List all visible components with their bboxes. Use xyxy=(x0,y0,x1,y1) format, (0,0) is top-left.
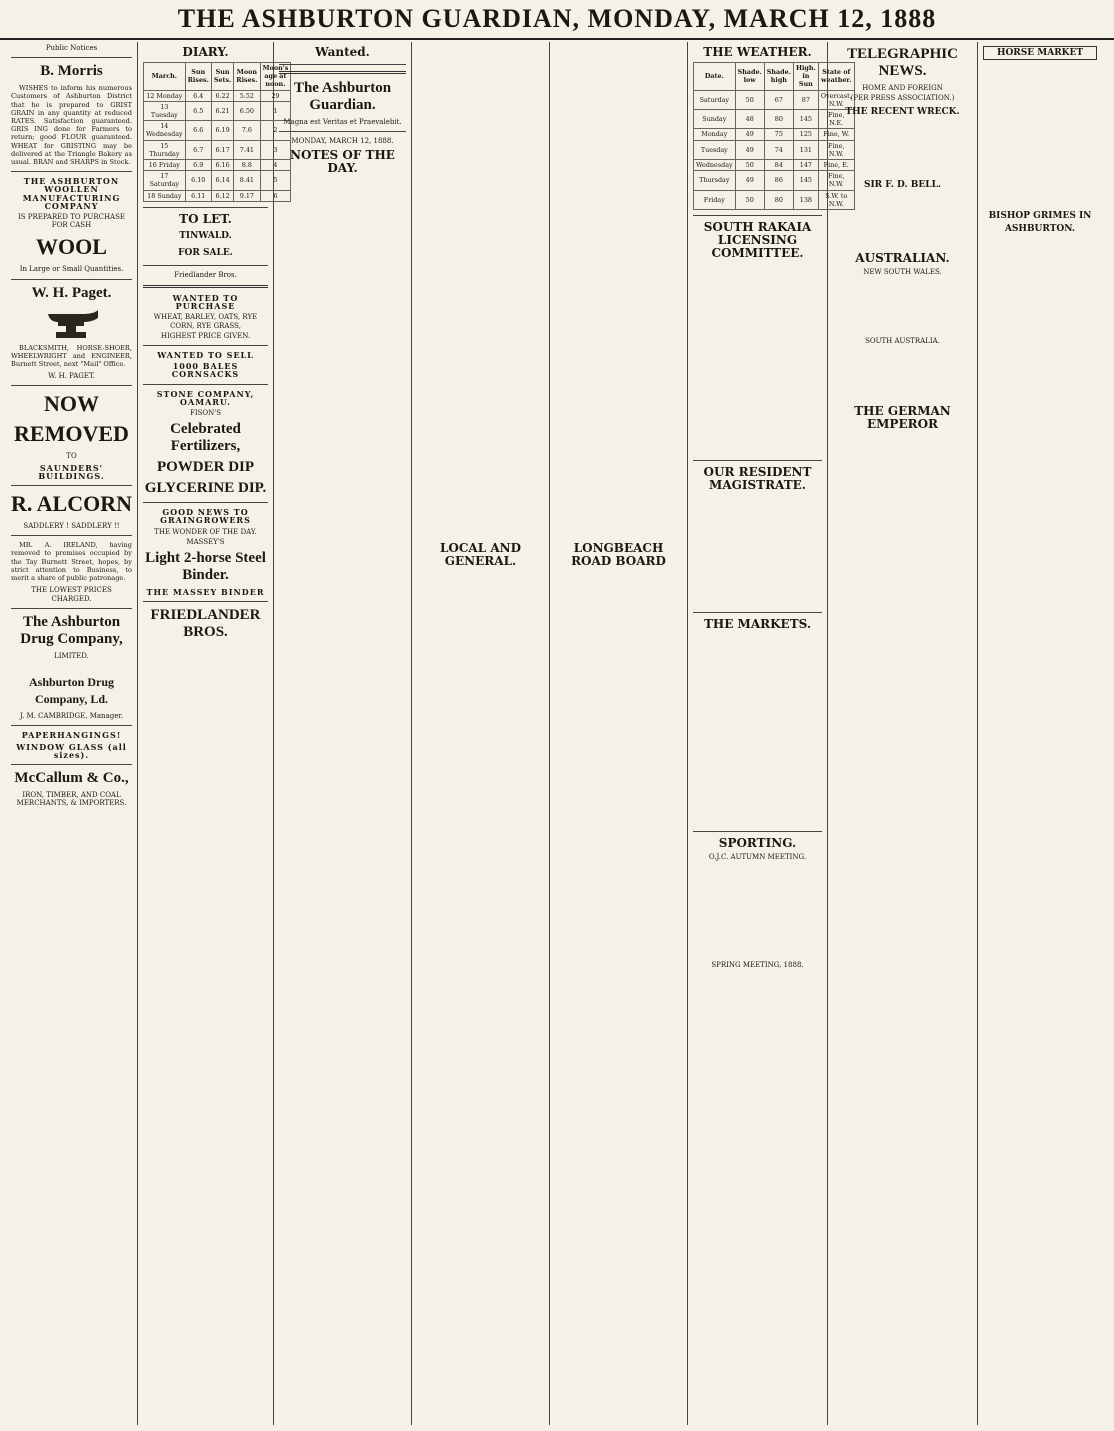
weather-cell: 49 xyxy=(735,171,764,190)
longbeach-heading: LONGBEACH ROAD BOARD xyxy=(571,541,666,568)
diary-cell: 6.9 xyxy=(185,160,211,171)
weather-cell: Monday xyxy=(694,129,736,140)
weather-cell: Fine, N.E. xyxy=(818,110,854,129)
removed-heading: REMOVED xyxy=(14,421,129,447)
lowest-prices: THE LOWEST PRICES CHARGED. xyxy=(31,586,112,603)
morris-title: B. Morris xyxy=(40,63,103,80)
weather-cell: Overcast, N.W. xyxy=(818,90,854,109)
diary-header: Moon Rises. xyxy=(234,63,260,91)
weather-cell: 74 xyxy=(764,140,793,159)
licensing-heading: SOUTH RAKAIA LICENSING COMMITTEE. xyxy=(703,220,812,261)
window-glass: WINDOW GLASS (all sizes). xyxy=(16,741,127,760)
diary-row xyxy=(144,140,291,159)
wanted-sell: WANTED TO SELL xyxy=(157,350,254,361)
emperor-heading: THE GERMAN EMPEROR xyxy=(854,403,951,431)
masthead xyxy=(0,0,1114,40)
diary-table xyxy=(143,62,291,202)
diary-row xyxy=(144,90,291,101)
press-association: (PER PRESS ASSOCIATION.) xyxy=(850,94,955,103)
diary-cell: 16 Friday xyxy=(144,160,186,171)
weather-cell: Fine, E. xyxy=(818,160,854,171)
wanted-heading: Wanted. xyxy=(315,45,370,59)
column-4 xyxy=(412,42,550,1425)
column-6 xyxy=(688,42,852,1425)
masthead-title: THE ASHBURTON GUARDIAN, MONDAY, MARCH 12, 1888 xyxy=(177,4,937,33)
column-2 xyxy=(138,42,289,1425)
diary-cell: 6.5 xyxy=(185,101,211,120)
weather-cell: Wednesday xyxy=(694,160,736,171)
sporting-heading: SPORTING. xyxy=(718,836,797,851)
drug-company-sign: Ashburton Drug Company, Ld. xyxy=(28,675,115,707)
weather-cell: Fine, N.W. xyxy=(818,140,854,159)
binder-heading: Light 2-horse Steel Binder. xyxy=(145,550,266,584)
column-8 xyxy=(978,42,1102,1425)
home-foreign: HOME AND FOREIGN xyxy=(862,84,943,92)
diary-cell: 6.12 xyxy=(211,190,233,201)
diary-header: Sun Sets. xyxy=(211,63,233,91)
diary-title: DIARY. xyxy=(182,45,229,59)
fertilizers: Celebrated Fertilizers, xyxy=(170,421,241,455)
diary-cell: 8.41 xyxy=(234,171,260,190)
bell-heading: SIR F. D. BELL. xyxy=(863,180,942,191)
drug-limited: LIMITED. xyxy=(54,651,89,660)
horse-market-heading: HORSE MARKET xyxy=(983,46,1097,60)
diary-cell: 6.50 xyxy=(234,101,260,120)
woollen-title: THE ASHBURTON WOOLLEN MANUFACTURING COMPANY xyxy=(22,176,121,211)
weather-cell: 145 xyxy=(793,110,818,129)
diary-cell: 3 xyxy=(260,140,291,159)
diary-cell: 6 xyxy=(260,190,291,201)
guardian-date: MONDAY, MARCH 12, 1888. xyxy=(291,137,394,146)
paget-body: BLACKSMITH, HORSE-SHOER, WHEELWRIGHT and ENGINEER, Burnett Street, next "Mail" Office. xyxy=(11,343,132,369)
woollen-sub: IS PREPARED TO PURCHASE FOR CASH xyxy=(17,213,126,230)
nsw-heading: NEW SOUTH WALES. xyxy=(863,268,942,277)
diary-header: Moon's age at noon. xyxy=(260,63,291,91)
weather-header: Shade. high xyxy=(764,63,793,91)
fison: FISON'S xyxy=(189,409,221,418)
weather-cell: Fine, N.W. xyxy=(818,171,854,190)
to-let-heading: TO LET. xyxy=(179,211,232,226)
diary-cell: 5 xyxy=(260,171,291,190)
magistrate-heading: OUR RESIDENT MAGISTRATE. xyxy=(703,465,812,493)
spring-heading: SPRING MEETING, 1888. xyxy=(711,961,804,970)
paget-title: W. H. Paget. xyxy=(31,284,112,301)
diary-cell: 2 xyxy=(260,121,291,140)
mccallum-sub: IRON, TIMBER, AND COAL MERCHANTS, & IMPORTERS. xyxy=(16,790,127,808)
telegraphic-heading: TELEGRAPHIC NEWS. xyxy=(847,46,958,79)
friedlander-sign: Friedlander Bros. xyxy=(174,270,237,279)
highest-price: HIGHEST PRICE GIVEN. xyxy=(160,331,251,340)
diary-cell: 18 Sunday xyxy=(144,190,186,201)
weather-cell: 131 xyxy=(793,140,818,159)
guardian-title: The Ashburton Guardian. xyxy=(293,80,392,113)
wreck-heading: THE RECENT WRECK. xyxy=(845,107,960,118)
diary-row xyxy=(144,160,291,171)
friedlander-bros: FRIEDLANDER BROS. xyxy=(150,607,261,641)
mccallum-title: McCallum & Co., xyxy=(14,769,129,786)
diary-cell: 6.6 xyxy=(185,121,211,140)
diary-cell: 4 xyxy=(260,160,291,171)
column-7 xyxy=(828,42,978,1425)
weather-cell: 87 xyxy=(793,90,818,109)
wool-sub: In Large or Small Quantities. xyxy=(19,265,124,274)
section-label: Public Notices xyxy=(45,44,98,52)
weather-header: State of weather. xyxy=(818,63,854,91)
diary-row xyxy=(144,171,291,190)
paperhangings: PAPERHANGINGS! xyxy=(21,730,122,741)
diary-cell: 15 Thursday xyxy=(144,140,186,159)
diary-row xyxy=(144,121,291,140)
diary-cell: 6.7 xyxy=(185,140,211,159)
weather-cell: 145 xyxy=(793,171,818,190)
weather-cell: Fine, W. xyxy=(818,129,854,140)
diary-row xyxy=(144,190,291,201)
weather-cell: 84 xyxy=(764,160,793,171)
ireland-body: MR. A. IRELAND, having removed to premises occupied by the Tay Burnett Street, hopes, by strict attention to Business, to merit a share of public patronage. xyxy=(11,541,132,583)
weather-cell: 50 xyxy=(735,190,764,209)
weather-cell: 67 xyxy=(764,90,793,109)
paget-sign: W. H. PAGET. xyxy=(48,372,95,381)
diary-cell: 14 Wednesday xyxy=(144,121,186,140)
anvil-icon xyxy=(42,306,102,340)
good-news: GOOD NEWS TO GRAINGROWERS xyxy=(160,507,251,526)
weather-cell: 80 xyxy=(764,110,793,129)
diary-cell: 13 Tuesday xyxy=(144,101,186,120)
australian-heading: AUSTRALIAN. xyxy=(855,251,950,266)
markets-heading: THE MARKETS. xyxy=(703,617,812,632)
drug-body-filler xyxy=(11,662,132,670)
diary-cell: 6.21 xyxy=(211,101,233,120)
weather-cell: 49 xyxy=(735,129,764,140)
powder-dip: POWDER DIP xyxy=(156,459,255,476)
stone-company: STONE COMPANY, OAMARU. xyxy=(156,388,255,407)
now-heading: NOW xyxy=(44,391,99,417)
alcorn-heading: R. ALCORN xyxy=(11,491,133,517)
weather-cell: 50 xyxy=(735,90,764,109)
weather-cell: 80 xyxy=(764,190,793,209)
weather-header: Date. xyxy=(694,63,736,91)
local-general-heading: LOCAL AND GENERAL. xyxy=(439,541,522,568)
weather-cell: 147 xyxy=(793,160,818,171)
weather-cell: 86 xyxy=(764,171,793,190)
weather-cell: 75 xyxy=(764,129,793,140)
grains-list: WHEAT, BARLEY, OATS, RYE CORN, RYE GRASS, xyxy=(153,313,258,330)
morris-body: WISHES to inform his numerous Customers of Ashburton District that he is prepared to GRIST GRAIN in any quantity at reduced RATES. Satisfaction guaranteed. GRIS ING done for Farmers to return; good FLOUR guaranteed. WHEAT for GRISTING may be delivered at the Triangle Bakery as usual. BRAN and SHARPS in Stock. xyxy=(11,84,132,167)
to-label: TO xyxy=(66,452,77,461)
column-5 xyxy=(550,42,688,1425)
columns xyxy=(6,42,1108,1425)
diary-cell: 6.16 xyxy=(211,160,233,171)
weather-cell: 49 xyxy=(735,140,764,159)
wonder: THE WONDER OF THE DAY. xyxy=(154,527,257,536)
diary-cell: 9.17 xyxy=(234,190,260,201)
saunders-buildings: SAUNDERS' BUILDINGS. xyxy=(38,462,105,481)
weather-header: Shade. low xyxy=(735,63,764,91)
diary-cell: 12 Monday xyxy=(144,90,186,101)
glycerine-dip: GLYCERINE DIP. xyxy=(144,480,267,497)
weather-header: High. in Sun xyxy=(793,63,818,91)
massey: MASSEY'S xyxy=(186,537,225,546)
diary-cell: 17 Saturday xyxy=(144,171,186,190)
weather-cell: 125 xyxy=(793,129,818,140)
diary-cell: 8.8 xyxy=(234,160,260,171)
diary-cell: 6.22 xyxy=(211,90,233,101)
weather-cell: Sunday xyxy=(694,110,736,129)
diary-cell: 7.6 xyxy=(234,121,260,140)
saddlery: SADDLERY ! SADDLERY !! xyxy=(23,522,120,531)
diary-cell: 6.10 xyxy=(185,171,211,190)
column-1 xyxy=(6,42,138,1425)
weather-cell: Saturday xyxy=(694,90,736,109)
cornsacks: 1000 BALES CORNSACKS xyxy=(171,361,240,380)
for-sale-heading: FOR SALE. xyxy=(178,247,233,258)
drug-manager: J. M. CAMBRIDGE, Manager. xyxy=(19,712,124,721)
wool-heading: WOOL xyxy=(36,234,107,260)
diary-cell: 5.52 xyxy=(234,90,260,101)
weather-cell: 138 xyxy=(793,190,818,209)
column-3 xyxy=(274,42,412,1425)
weather-cell: Tuesday xyxy=(694,140,736,159)
wanted-purchase: WANTED TO PURCHASE xyxy=(172,293,239,312)
diary-header: March. xyxy=(144,63,186,91)
bishop-heading: BISHOP GRIMES IN ASHBURTON. xyxy=(988,211,1092,235)
diary-cell: 1 xyxy=(260,101,291,120)
drug-company-title: The Ashburton Drug Company, xyxy=(20,613,123,647)
weather-cell: S.W. to N.W. xyxy=(818,190,854,209)
sa-heading: SOUTH AUSTRALIA. xyxy=(865,336,940,345)
diary-cell: 6.11 xyxy=(185,190,211,201)
diary-cell: 6.14 xyxy=(211,171,233,190)
tinwald-heading: TINWALD. xyxy=(179,230,232,241)
weather-cell: 50 xyxy=(735,160,764,171)
guardian-motto: Magna est Veritas et Praevalebit. xyxy=(283,118,402,126)
diary-row xyxy=(144,101,291,120)
ojc-heading: O.J.C. AUTUMN MEETING. xyxy=(708,853,807,862)
massey-binder: THE MASSEY BINDER xyxy=(146,587,265,598)
weather-heading: THE WEATHER. xyxy=(703,45,812,59)
weather-cell: 48 xyxy=(735,110,764,129)
notes-heading: NOTES OF THE DAY. xyxy=(290,148,395,176)
weather-cell: Thursday xyxy=(694,171,736,190)
diary-header: Sun Rises. xyxy=(185,63,211,91)
diary-cell: 6.4 xyxy=(185,90,211,101)
diary-cell: 7.41 xyxy=(234,140,260,159)
diary-cell: 6.19 xyxy=(211,121,233,140)
diary-cell: 29 xyxy=(260,90,291,101)
weather-cell: Friday xyxy=(694,190,736,209)
diary-cell: 6.17 xyxy=(211,140,233,159)
